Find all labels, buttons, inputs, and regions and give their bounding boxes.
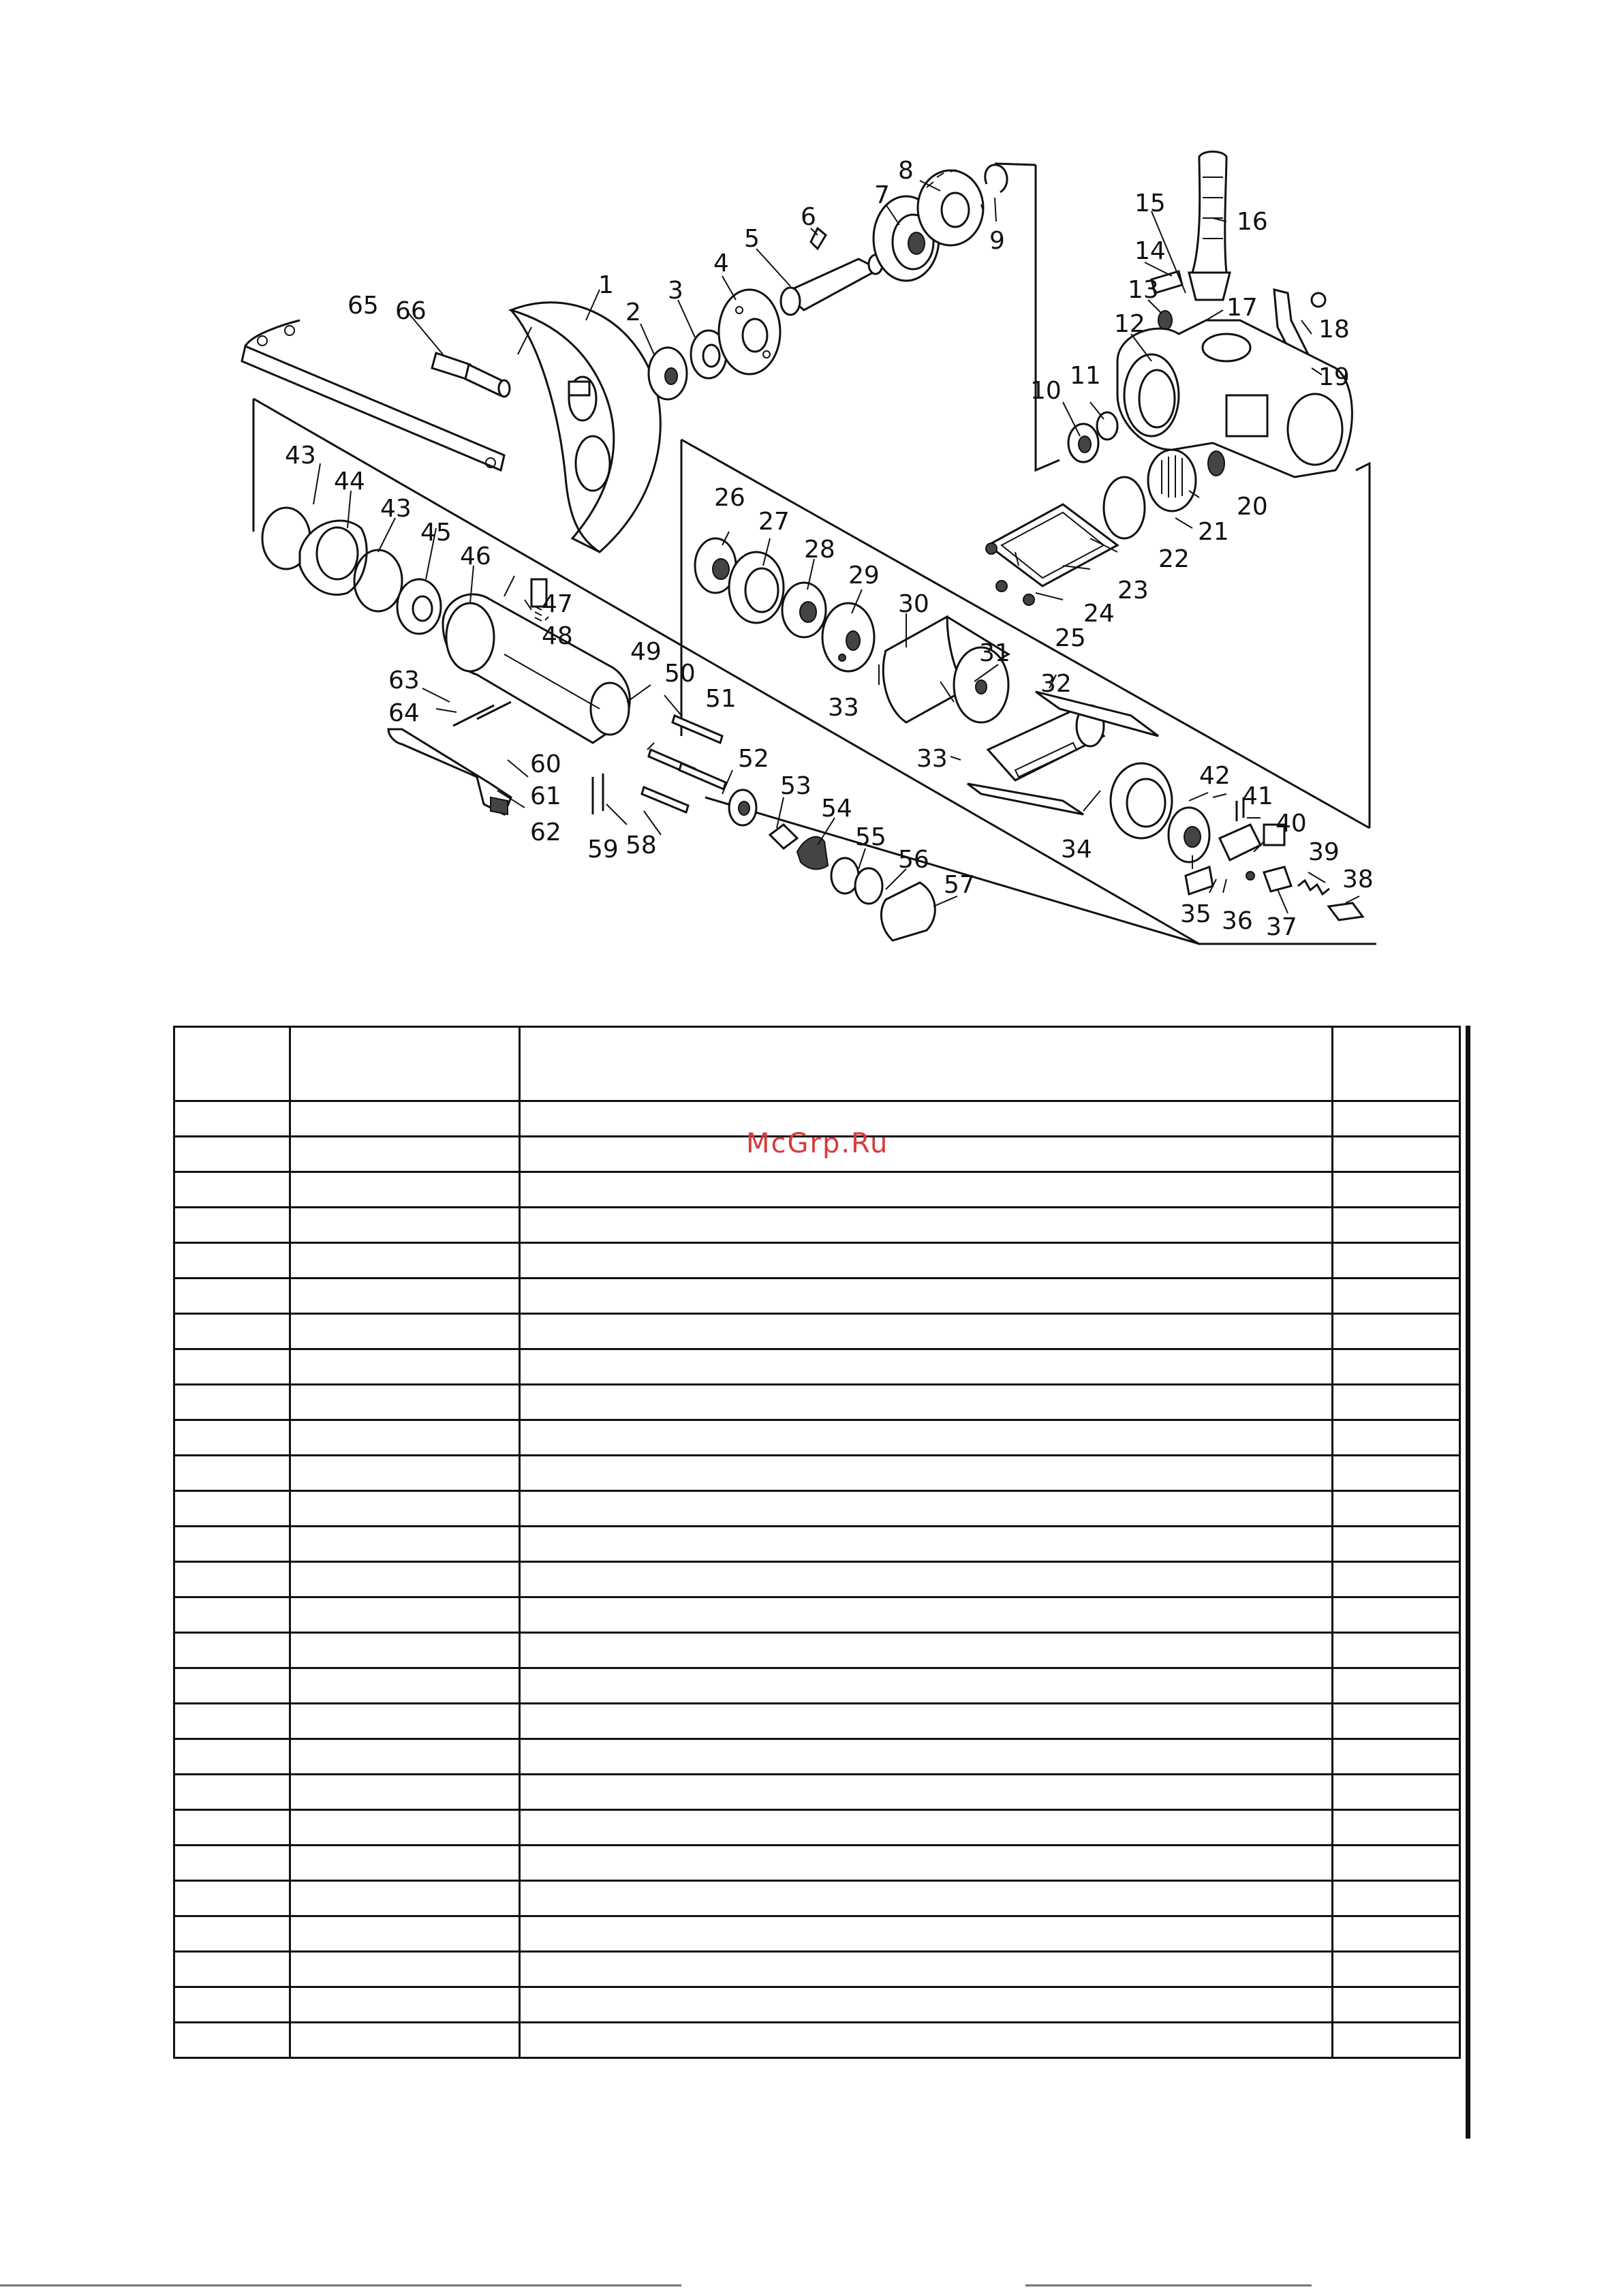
callout-38: 38: [1342, 866, 1374, 893]
callout-62: 62: [530, 818, 561, 846]
table-cell: [1333, 1349, 1460, 1385]
callout-6: 6: [801, 203, 816, 231]
callout-27: 27: [758, 508, 790, 536]
table-cell: [1333, 1704, 1460, 1739]
table-cell: [520, 1739, 1333, 1775]
bevel-gear-part: [918, 170, 983, 245]
table-cell: [1333, 1137, 1460, 1172]
table-cell: [290, 1916, 520, 1952]
table-cell: [520, 1527, 1333, 1562]
table-cell: [290, 1846, 520, 1881]
table-cell: [1333, 1775, 1460, 1810]
callout-35: 35: [1180, 900, 1211, 928]
table-cell: [1333, 1101, 1460, 1137]
header-cell-qty: [1333, 1027, 1460, 1101]
callout-57: 57: [944, 871, 975, 899]
table-cell: [520, 1775, 1333, 1810]
table-cell: [520, 1597, 1333, 1633]
rear-bearing-part: [729, 552, 826, 637]
table-row: [174, 1385, 1460, 1420]
table-cell: [174, 1952, 290, 1987]
table-cell: [1333, 1243, 1460, 1279]
table-cell: [1333, 1739, 1460, 1775]
exhaust-cover-part: [262, 508, 441, 634]
table-cell: [290, 1775, 520, 1810]
header-cell-description: [520, 1027, 1333, 1101]
watermark-text: McGrp.Ru: [746, 1128, 889, 1159]
exploded-parts-diagram: [0, 0, 1623, 968]
table-cell: [520, 1704, 1333, 1739]
callout-52: 52: [738, 745, 769, 773]
callout-42: 42: [1199, 762, 1231, 790]
table-row: [174, 1846, 1460, 1881]
table-cell: [290, 1739, 520, 1775]
wheel-guard-part: [511, 303, 660, 552]
callout-46: 46: [460, 542, 491, 570]
table-cell: [520, 1916, 1333, 1952]
callout-40: 40: [1276, 810, 1307, 838]
motor-housing-part: [443, 579, 630, 743]
table-cell: [174, 1775, 290, 1810]
table-cell: [1333, 1385, 1460, 1420]
callout-47: 47: [542, 590, 573, 618]
table-cell: [520, 1668, 1333, 1704]
needle-bearing-part: [1068, 412, 1117, 462]
callout-64: 64: [388, 699, 420, 727]
callout-11: 11: [1070, 362, 1101, 390]
trigger-lever-part: [388, 729, 511, 814]
table-cell: [520, 1208, 1333, 1243]
callout-7: 7: [874, 181, 890, 209]
table-cell: [1333, 1491, 1460, 1527]
table-cell: [174, 1208, 290, 1243]
table-cell: [1333, 1527, 1460, 1562]
table-cell: [290, 1208, 520, 1243]
callout-50: 50: [664, 660, 696, 688]
table-cell: [290, 1456, 520, 1491]
table-cell: [1333, 1420, 1460, 1456]
table-cell: [1333, 1810, 1460, 1846]
callout-18: 18: [1318, 316, 1350, 343]
table-cell: [520, 2023, 1333, 2058]
callout-37: 37: [1266, 913, 1297, 941]
header-cell-no: [174, 1027, 290, 1101]
callout-34: 34: [1061, 836, 1092, 863]
table-cell: [290, 1491, 520, 1527]
callout-32: 32: [1040, 670, 1072, 698]
callout-25: 25: [1055, 624, 1086, 652]
table-cell: [520, 1420, 1333, 1456]
callout-10: 10: [1030, 377, 1062, 405]
callout-44: 44: [334, 468, 365, 495]
table-cell: [290, 1420, 520, 1456]
callout-55: 55: [855, 823, 886, 851]
table-row: [174, 1987, 1460, 2023]
end-plate-part: [822, 603, 874, 671]
table-cell: [1333, 1279, 1460, 1314]
table-row: [174, 1562, 1460, 1597]
table-cell: [1333, 1562, 1460, 1597]
table-cell: [520, 1137, 1333, 1172]
gear-housing-part: [1117, 320, 1352, 477]
callout-29: 29: [848, 562, 880, 590]
table-cell: [520, 1349, 1333, 1385]
callout-49: 49: [630, 638, 662, 666]
table-cell: [520, 1243, 1333, 1279]
table-cell: [1333, 1881, 1460, 1916]
table-cell: [1333, 1208, 1460, 1243]
callout-9: 9: [989, 227, 1005, 255]
table-cell: [520, 1881, 1333, 1916]
table-cell: [520, 1172, 1333, 1208]
table-cell: [1333, 1668, 1460, 1704]
callout-31: 31: [979, 639, 1010, 667]
callout-45: 45: [420, 519, 452, 547]
callout-13: 13: [1128, 276, 1159, 304]
table-cell: [290, 1952, 520, 1987]
table-cell: [520, 1633, 1333, 1668]
table-cell: [290, 1633, 520, 1668]
cylinder-part: [883, 617, 1008, 722]
table-cell: [520, 1385, 1333, 1420]
table-cell: [174, 1668, 290, 1704]
table-cell: [290, 2023, 520, 2058]
table-cell: [1333, 1633, 1460, 1668]
table-cell: [1333, 2023, 1460, 2058]
table-cell: [1333, 1456, 1460, 1491]
table-cell: [520, 1846, 1333, 1881]
table-cell: [174, 1916, 290, 1952]
table-cell: [290, 1314, 520, 1349]
callout-56: 56: [898, 846, 929, 874]
table-cell: [174, 1810, 290, 1846]
table-cell: [174, 1987, 290, 2023]
table-row: [174, 1881, 1460, 1916]
callout-21: 21: [1198, 518, 1229, 546]
table-cell: [290, 1597, 520, 1633]
table-cell: [174, 1846, 290, 1881]
table-cell: [174, 2023, 290, 2058]
table-row: [174, 1527, 1460, 1562]
callout-33b: 33: [916, 745, 948, 773]
table-row: [174, 1775, 1460, 1810]
callout-66: 66: [395, 297, 427, 325]
front-end-plate-part: [1111, 763, 1209, 862]
circlip-part: [985, 165, 1007, 192]
table-row: [174, 1314, 1460, 1349]
callout-30: 30: [898, 590, 929, 618]
table-row: [174, 1208, 1460, 1243]
table-cell: [174, 1101, 290, 1137]
callout-8: 8: [898, 157, 914, 185]
cover-plate-part: [986, 504, 1117, 605]
table-cell: [290, 1881, 520, 1916]
inner-flange-part: [719, 290, 780, 374]
table-cell: [290, 1172, 520, 1208]
table-cell: [520, 1314, 1333, 1349]
table-cell: [520, 1279, 1333, 1314]
callout-60: 60: [530, 750, 561, 778]
footer-line: [1025, 2284, 1312, 2286]
table-cell: [520, 1101, 1333, 1137]
table-row: [174, 1279, 1460, 1314]
hose-fitting-part: [432, 353, 510, 397]
table-cell: [290, 1668, 520, 1704]
callout-39: 39: [1308, 838, 1340, 866]
table-cell: [520, 1456, 1333, 1491]
callout-2: 2: [625, 299, 641, 326]
table-row: [174, 1916, 1460, 1952]
callout-26: 26: [714, 484, 745, 512]
table-row: [174, 1349, 1460, 1385]
table-cell: [174, 1137, 290, 1172]
table-row: [174, 1491, 1460, 1527]
callout-12: 12: [1114, 310, 1145, 338]
table-row: [174, 1704, 1460, 1739]
table-cell: [290, 1987, 520, 2023]
callout-20: 20: [1237, 493, 1268, 521]
callout-17: 17: [1226, 294, 1258, 322]
table-cell: [520, 1952, 1333, 1987]
table-cell: [1333, 1916, 1460, 1952]
callout-15: 15: [1134, 189, 1166, 217]
table-cell: [174, 1314, 290, 1349]
table-cell: [1333, 1952, 1460, 1987]
table-cell: [174, 1491, 290, 1527]
side-handle-part: [1189, 152, 1230, 301]
parts-list-table: [173, 1026, 1461, 2059]
table-cell: [290, 1562, 520, 1597]
table-cell: [174, 1349, 290, 1385]
table-cell: [1333, 1987, 1460, 2023]
table-cell: [174, 1527, 290, 1562]
table-cell: [174, 1279, 290, 1314]
spindle-part: [781, 255, 882, 315]
table-row: [174, 1668, 1460, 1704]
table-cell: [1333, 1314, 1460, 1349]
table-row: [174, 2023, 1460, 2058]
table-cell: [174, 1633, 290, 1668]
table-cell: [174, 1881, 290, 1916]
table-cell: [520, 1491, 1333, 1527]
table-row: [174, 1597, 1460, 1633]
table-cell: [290, 1704, 520, 1739]
table-cell: [290, 1101, 520, 1137]
callout-63: 63: [388, 667, 420, 694]
table-cell: [174, 1172, 290, 1208]
table-cell: [290, 1385, 520, 1420]
callout-23: 23: [1117, 577, 1149, 604]
callout-28: 28: [804, 536, 835, 564]
table-cell: [174, 1456, 290, 1491]
table-cell: [174, 1562, 290, 1597]
footer-line: [0, 2284, 681, 2286]
callout-33: 33: [828, 694, 859, 722]
table-cell: [1333, 1846, 1460, 1881]
callout-59: 59: [587, 836, 619, 863]
table-row: [174, 1739, 1460, 1775]
table-body: [174, 1101, 1460, 2058]
table-cell: [290, 1810, 520, 1846]
callout-22: 22: [1158, 545, 1190, 573]
table-row: [174, 1633, 1460, 1668]
table-row: [174, 1456, 1460, 1491]
table-cell: [290, 1243, 520, 1279]
table-cell: [520, 1810, 1333, 1846]
callout-3: 3: [668, 277, 683, 305]
callout-14: 14: [1134, 237, 1166, 265]
table-right-rule: [1466, 1026, 1470, 2139]
callout-4: 4: [713, 249, 729, 277]
table-cell: [290, 1349, 520, 1385]
callout-61: 61: [530, 782, 561, 810]
table-cell: [1333, 1597, 1460, 1633]
table-cell: [290, 1279, 520, 1314]
table-cell: [174, 1420, 290, 1456]
table-row: [174, 1420, 1460, 1456]
header-cell-part-number: [290, 1027, 520, 1101]
callout-48: 48: [542, 622, 573, 650]
table-row: [174, 1172, 1460, 1208]
table-cell: [174, 1597, 290, 1633]
table-cell: [290, 1527, 520, 1562]
callout-53: 53: [780, 772, 812, 800]
callout-24: 24: [1083, 600, 1115, 628]
callout-16: 16: [1237, 208, 1268, 236]
callout-19: 19: [1318, 363, 1350, 391]
table-header-row: [174, 1027, 1460, 1101]
table-cell: [1333, 1172, 1460, 1208]
table-row: [174, 1810, 1460, 1846]
callout-43: 43: [285, 442, 316, 470]
footer-artifacts: [0, 2279, 1623, 2296]
callout-41: 41: [1242, 782, 1273, 810]
callout-65: 65: [347, 292, 379, 320]
table-cell: [174, 1704, 290, 1739]
wrench-part: [242, 320, 504, 470]
table-cell: [174, 1385, 290, 1420]
callout-5: 5: [744, 225, 760, 253]
callout-1: 1: [598, 271, 614, 299]
table-row: [174, 1952, 1460, 1987]
callout-51: 51: [705, 685, 737, 713]
table-cell: [520, 1987, 1333, 2023]
callout-54: 54: [821, 795, 852, 823]
table-cell: [174, 1739, 290, 1775]
table-row: [174, 1243, 1460, 1279]
callout-36: 36: [1222, 907, 1253, 935]
callout-58: 58: [625, 831, 657, 859]
table-cell: [174, 1243, 290, 1279]
flange-washer-part: [649, 348, 687, 399]
callout-43b: 43: [380, 495, 412, 523]
table-cell: [290, 1137, 520, 1172]
table-cell: [520, 1562, 1333, 1597]
